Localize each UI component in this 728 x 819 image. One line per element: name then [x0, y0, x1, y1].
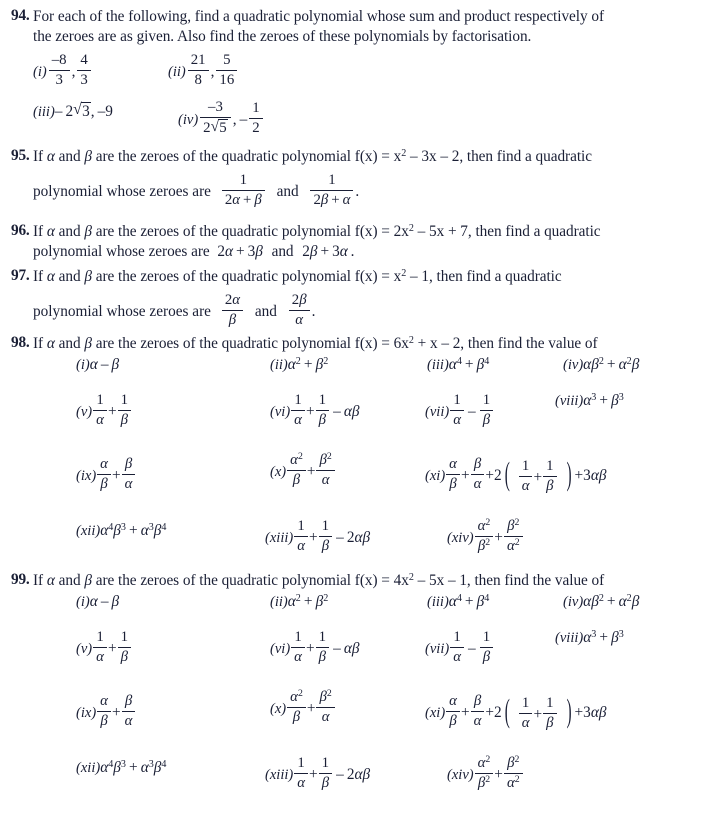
item-94-i: (i) $\frac{-8}{3}$ , $\frac{4}{3}$	[33, 52, 93, 88]
item-98-xi: (xi) $\frac{\alpha}{\beta}$ + $\frac{\beta}{\alpha}$ +2 ( $\frac{1}{\alpha}$ + $\frac{1}{\beta}$ ) +3αβ	[425, 456, 606, 495]
item-label: (xi)	[425, 467, 446, 484]
question-98-items-row-2	[0, 392, 728, 432]
question-98-items-row-4	[0, 518, 728, 562]
item-98-xii: $(xii)\alpha^4\beta^3 + \alpha^3\beta^4$	[76, 521, 167, 539]
item-98-v: (v) $\frac{1}{\alpha}$ + $\frac{1}{\beta}$	[76, 392, 132, 428]
question-prompt: If α and β are the zeroes of the quadratic polynomial $f(x) = x^2 - 3x - 2$, then find a quadratic	[33, 147, 592, 165]
question-94	[0, 7, 728, 46]
question-99-items-row-1	[0, 593, 728, 621]
item-label: (ix)	[76, 467, 97, 484]
item-label: (ii)	[168, 63, 186, 80]
item-label: (vii)	[425, 403, 450, 420]
item-98-ix: (ix) $\frac{\alpha}{\beta}$ + $\frac{\beta}{\alpha}$	[76, 456, 136, 492]
item-98-iii: $(iii)\alpha^4 + \beta^4$	[427, 355, 490, 373]
item-98-i: (i)α – β	[76, 356, 120, 373]
item-label: (i)	[76, 357, 90, 373]
item-99-vi: (vi) $\frac{1}{\alpha}$ + $\frac{1}{\beta}$ – αβ	[270, 629, 360, 665]
item-label: (ii)	[270, 594, 288, 610]
item-98-xiii: (xiii) $\frac{1}{\alpha}$ + $\frac{1}{\beta}$ – 2αβ	[265, 518, 371, 554]
item-label: (iii)	[427, 357, 449, 373]
question-98-items-row-1	[0, 356, 728, 384]
q95-lead-text: polynomial whose zeroes are	[33, 182, 211, 200]
question-97	[0, 267, 728, 287]
fraction-2: $\frac{2\beta}{\alpha}$	[289, 292, 310, 328]
conjunction-and: and	[254, 302, 277, 320]
item-99-xiii: (xiii) $\frac{1}{\alpha}$ + $\frac{1}{\beta}$ – 2αβ	[265, 755, 371, 791]
question-94-items-row-2	[0, 99, 728, 141]
fraction-1: $\frac{1}{2\alpha + \beta}$	[222, 172, 265, 208]
item-98-viii: $(viii)\alpha^3 + \beta^3$	[555, 391, 624, 409]
item-label: (xiv)	[447, 529, 474, 546]
question-number: 97.	[11, 267, 30, 284]
question-prompt: If α and β are the zeroes of the quadratic polynomial $f(x) = 4x^2 - 5x - 1$, then find the value of	[33, 571, 605, 589]
item-99-xi: (xi) $\frac{\alpha}{\beta}$ + $\frac{\beta}{\alpha}$ +2 ( $\frac{1}{\alpha}$ + $\frac{1}{\beta}$ ) +3αβ	[425, 693, 606, 732]
item-98-vii: (vii) $\frac{1}{\alpha}$ – $\frac{1}{\beta}$	[425, 392, 494, 428]
item-label: (xiii)	[265, 529, 294, 546]
prompt-line-2: the zeroes are as given. Also find the zeroes of these polynomials by factorisation.	[33, 27, 532, 45]
item-98-xiv: (xiv) $\frac{\alpha^2}{\beta^2}$ + $\frac{\beta^2}{\alpha^2}$	[447, 518, 524, 554]
item-label: (vii)	[425, 640, 450, 657]
item-99-iii: $(iii)\alpha^4 + \beta^4$	[427, 592, 490, 610]
item-label: (viii)	[555, 393, 584, 409]
question-number: 99.	[11, 571, 30, 588]
item-label: (vi)	[270, 403, 291, 420]
item-98-vi: (vi) $\frac{1}{\alpha}$ + $\frac{1}{\beta}$ – αβ	[270, 392, 360, 428]
item-99-v: (v) $\frac{1}{\alpha}$ + $\frac{1}{\beta}$	[76, 629, 132, 665]
item-label: (x)	[270, 463, 287, 480]
item-99-ii: $(ii)\alpha^2 + \beta^2$	[270, 592, 329, 610]
item-99-iv: $(iv)\alpha\beta^2 + \alpha^2\beta$	[563, 592, 640, 610]
item-label: (v)	[76, 640, 93, 657]
question-96	[0, 222, 728, 261]
conjunction-and: and	[271, 242, 294, 260]
item-label: (xii)	[76, 523, 101, 539]
item-99-x: (x) $\frac{\alpha^2}{\beta}$ + $\frac{\beta^2}{\alpha}$	[270, 689, 336, 725]
question-98	[0, 334, 728, 354]
item-99-xiv: (xiv) $\frac{\alpha^2}{\beta^2}$ + $\frac{\beta^2}{\alpha^2}$	[447, 755, 524, 791]
question-prompt: If α and β are the zeroes of the quadratic polynomial $f(x) = 2x^2 - 5x + 7$, then find a quadratic polynomial whose zeroes are 2α + 3β and 2β + 3α .	[33, 222, 601, 260]
item-94-iv: (iv) $\frac{-3}{2 √ 5}$ , – $\frac{1}{2}$	[178, 99, 265, 136]
item-label: (iii)	[427, 594, 449, 610]
item-label: (xiii)	[265, 766, 294, 783]
fraction-2: $\frac{1}{2\beta + \alpha}$	[310, 172, 353, 208]
question-number: 96.	[11, 222, 30, 239]
item-99-xii: $(xii)\alpha^4\beta^3 + \alpha^3\beta^4$	[76, 758, 167, 776]
item-94-ii: (ii) $\frac{21}{8}$ , $\frac{5}{16}$	[168, 52, 239, 88]
item-label: (xi)	[425, 704, 446, 721]
question-99-items-row-2	[0, 629, 728, 669]
item-99-ix: (ix) $\frac{\alpha}{\beta}$ + $\frac{\beta}{\alpha}$	[76, 693, 136, 729]
question-number: 98.	[11, 334, 30, 351]
item-label: (iv)	[563, 357, 584, 373]
item-label: (iii)	[33, 104, 55, 120]
prompt-line-1: For each of the following, find a quadratic polynomial whose sum and product respectively of	[33, 8, 605, 25]
q96-expr-2: 2β + 3α	[302, 242, 348, 260]
q96-lead-text: polynomial whose zeroes are	[33, 242, 210, 260]
q97-lead-text: polynomial whose zeroes are	[33, 302, 211, 320]
question-98-items-row-3	[0, 452, 728, 498]
item-label: (v)	[76, 403, 93, 420]
item-label: (i)	[76, 594, 90, 610]
item-label: (xii)	[76, 760, 101, 776]
question-99-items-row-3	[0, 689, 728, 735]
question-number: 95.	[11, 147, 30, 164]
item-99-viii: $(viii)\alpha^3 + \beta^3$	[555, 628, 624, 646]
item-label: (ix)	[76, 704, 97, 721]
question-number: 94.	[11, 7, 30, 24]
conjunction-and: and	[276, 182, 299, 200]
item-label: (x)	[270, 700, 287, 717]
question-99	[0, 571, 728, 591]
item-98-ii: $(ii)\alpha^2 + \beta^2$	[270, 355, 329, 373]
item-label: (viii)	[555, 630, 584, 646]
item-label: (ii)	[270, 357, 288, 373]
question-94-items-row-1	[0, 52, 728, 92]
item-label: (i)	[33, 63, 47, 80]
item-98-x: (x) $\frac{\alpha^2}{\beta}$ + $\frac{\beta^2}{\alpha}$	[270, 452, 336, 488]
item-label: (iv)	[563, 594, 584, 610]
q96-expr-1: 2α + 3β	[217, 242, 263, 260]
item-label: (xiv)	[447, 766, 474, 783]
item-label: (iv)	[178, 111, 199, 128]
item-label: (vi)	[270, 640, 291, 657]
item-99-i: (i)α – β	[76, 593, 120, 610]
question-prompt	[33, 7, 728, 46]
item-99-vii: (vii) $\frac{1}{\alpha}$ – $\frac{1}{\beta}$	[425, 629, 494, 665]
item-98-iv: $(iv)\alpha\beta^2 + \alpha^2\beta$	[563, 355, 640, 373]
question-prompt: If α and β are the zeroes of the quadratic polynomial $f(x) = 6x^2 + x - 2$, then find the value of	[33, 334, 598, 352]
question-95	[0, 147, 728, 167]
question-97-expression-line: polynomial whose zeroes are $\frac{2\alpha}{\beta}$ and $\frac{2\beta}{\alpha}$ .	[33, 292, 316, 328]
question-95-expression-line: polynomial whose zeroes are $\frac{1}{2\alpha + \beta}$ and $\frac{1}{2\beta + \alpha}$ .	[33, 172, 360, 208]
question-prompt: If α and β are the zeroes of the quadratic polynomial $f(x) = x^2 - 1$, then find a quadratic	[33, 267, 562, 285]
question-99-items-row-4	[0, 755, 728, 799]
fraction-1: $\frac{2\alpha}{\beta}$	[222, 292, 243, 328]
item-94-iii: (iii)– 2 √ 3, –9	[33, 102, 113, 121]
